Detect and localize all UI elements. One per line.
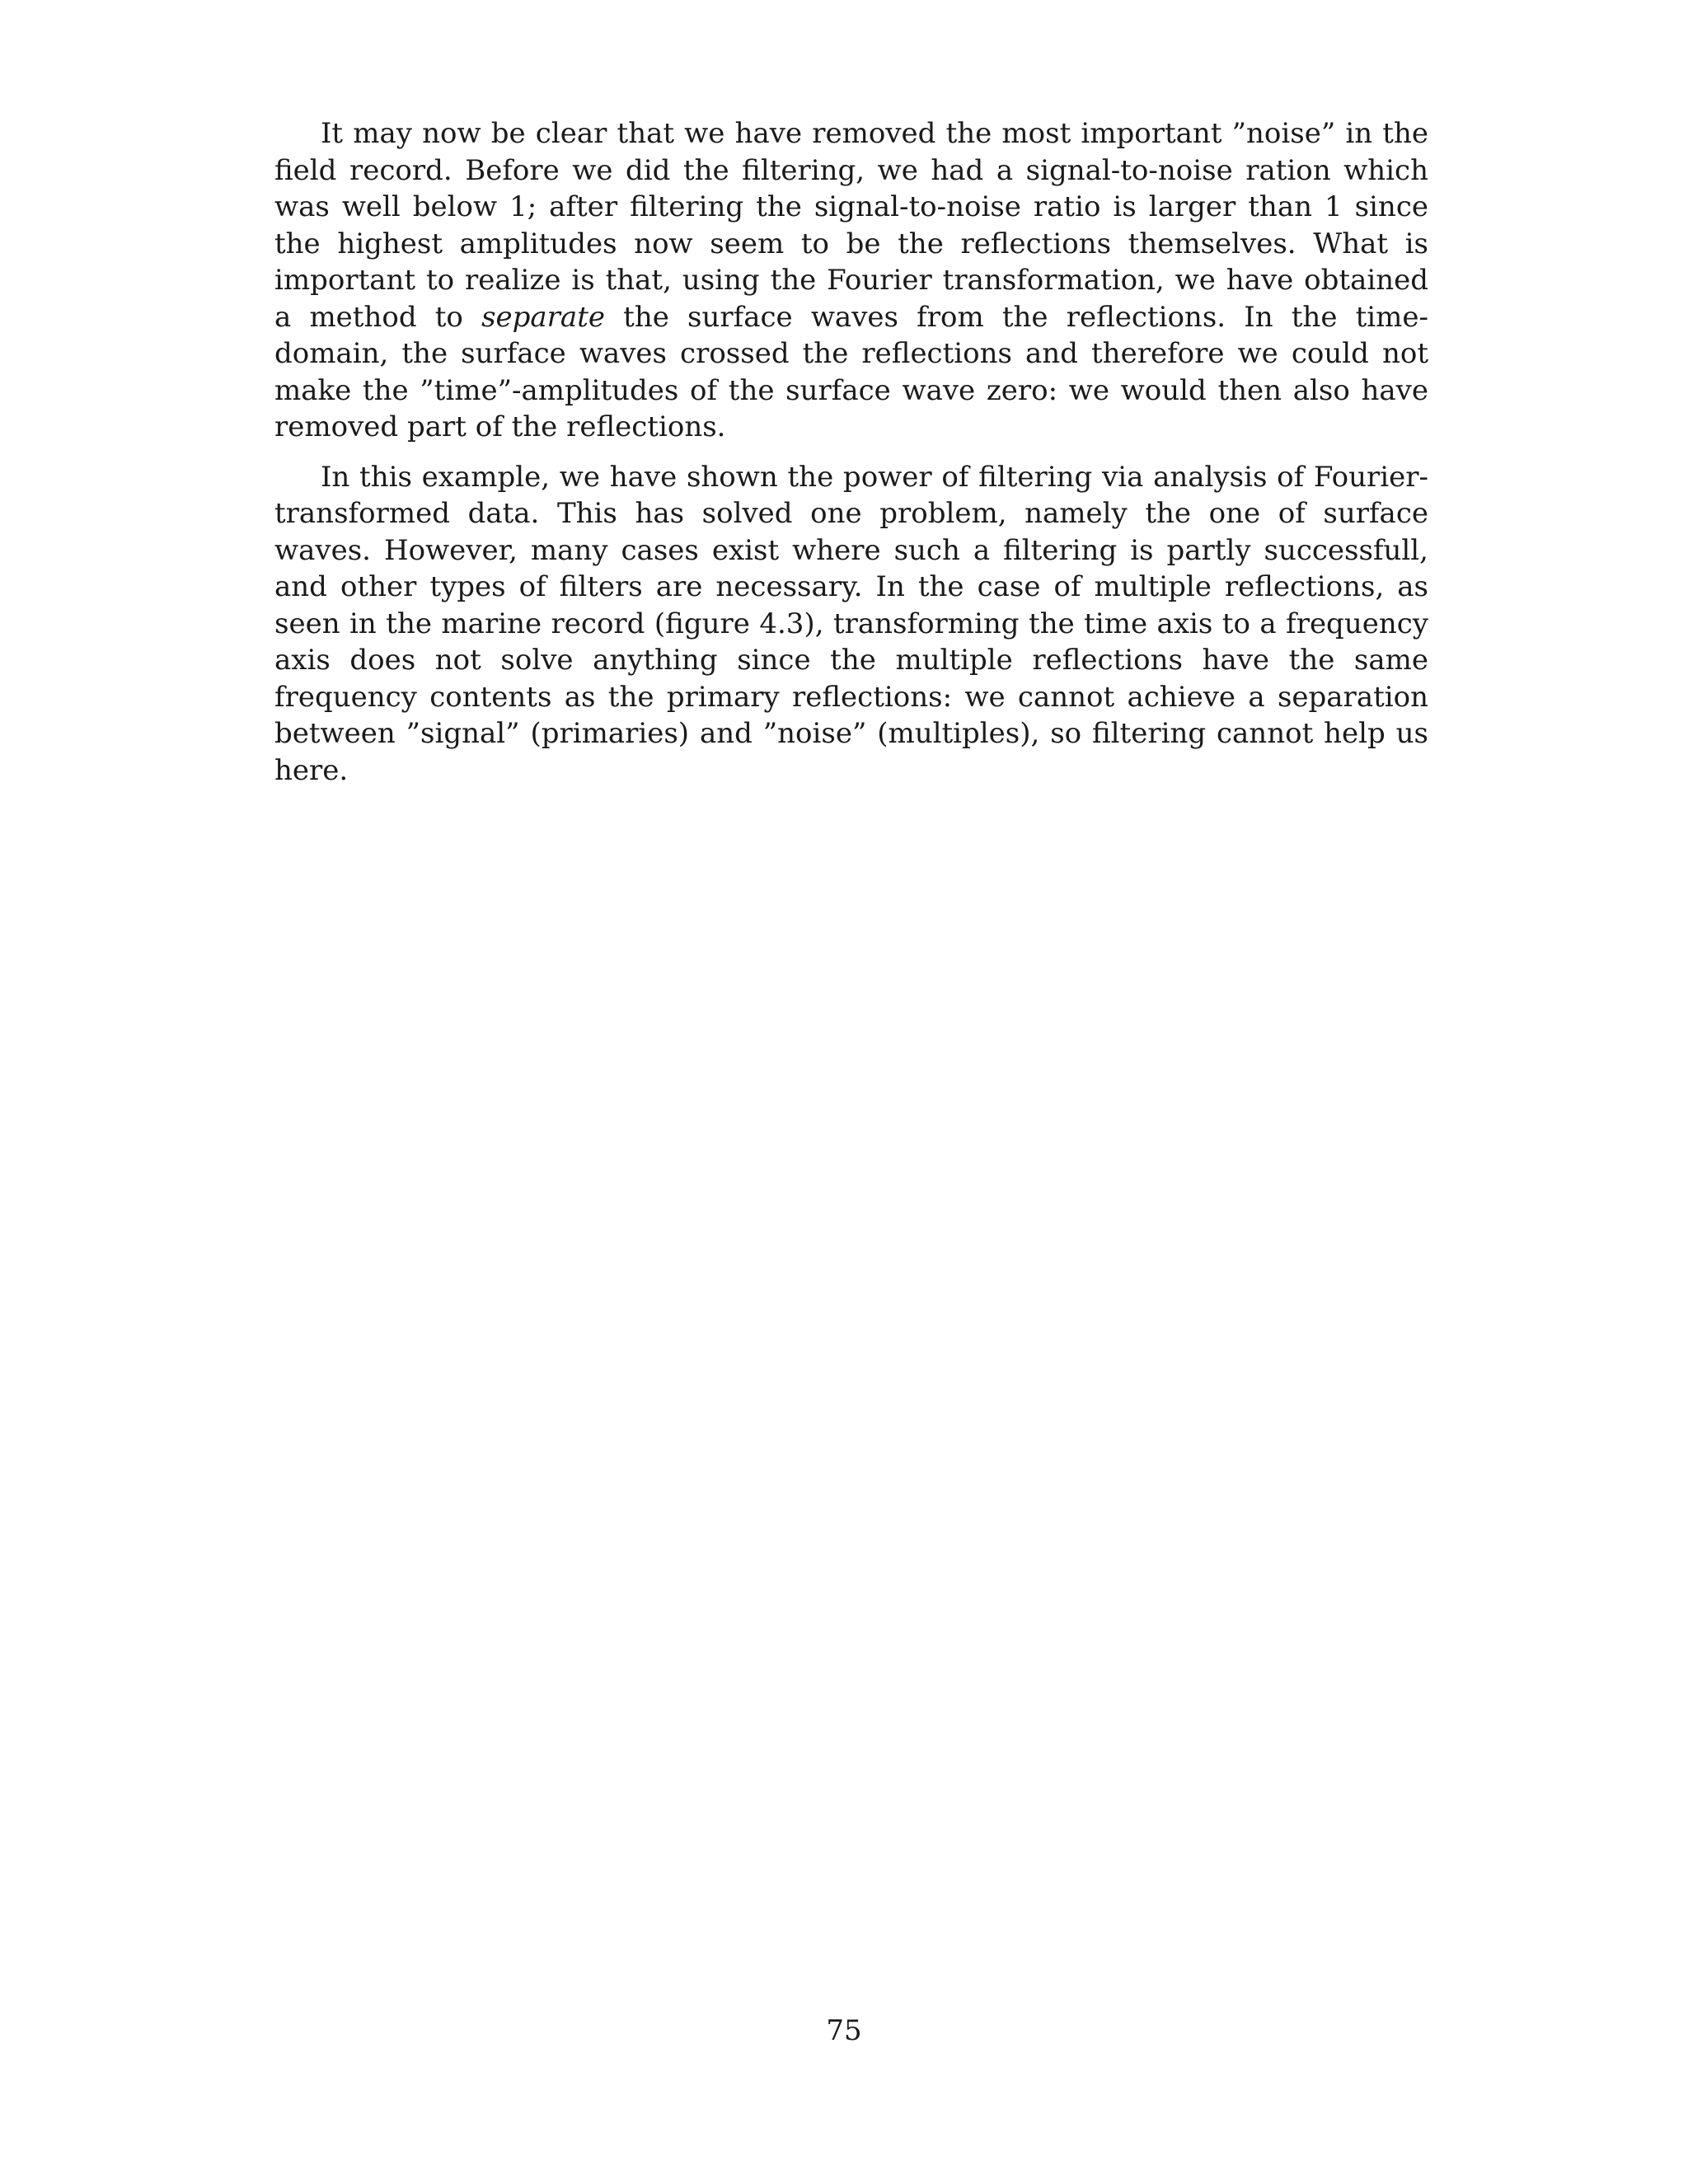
- emphasized-word: separate: [481, 300, 605, 334]
- paragraph-1: [274, 115, 1428, 446]
- paragraph-1-text-end: the surface waves from the reflections. In the time-domain, the surface waves crossed the reflections and therefore we could not make the ”time”-amplitudes of the surface wave zero: we would then also have removed part of the reflections.: [274, 300, 1428, 443]
- page-number: 75: [826, 2014, 862, 2047]
- paragraph-1-text-start: It may now be clear that we have removed the most important ”noise” in the field record. Before we did the filtering, we had a signal-to-noise ration which was well below 1; after filtering the signal-to-noise ratio is larger than 1 since the highest amplitudes now seem to be the reflections themselves. What is important to realize is that, using the Fourier transformation, we have obtained a method to: [274, 117, 1428, 334]
- paragraph-2: In this example, we have shown the power of filtering via analysis of Fourier-transformed data. This has solved one problem, namely the one of surface waves. However, many cases exist where such a filtering is partly successfull, and other types of filters are necessary. In the case of multiple reflections, as seen in the marine record (figure 4.3), transforming the time axis to a frequency axis does not solve anything since the multiple reflections have the same frequency contents as the primary reflections: we cannot achieve a separation between ”signal” (primaries) and ”noise” (multiples), so filtering cannot help us here.: [274, 460, 1428, 787]
- body-text: [274, 115, 1428, 802]
